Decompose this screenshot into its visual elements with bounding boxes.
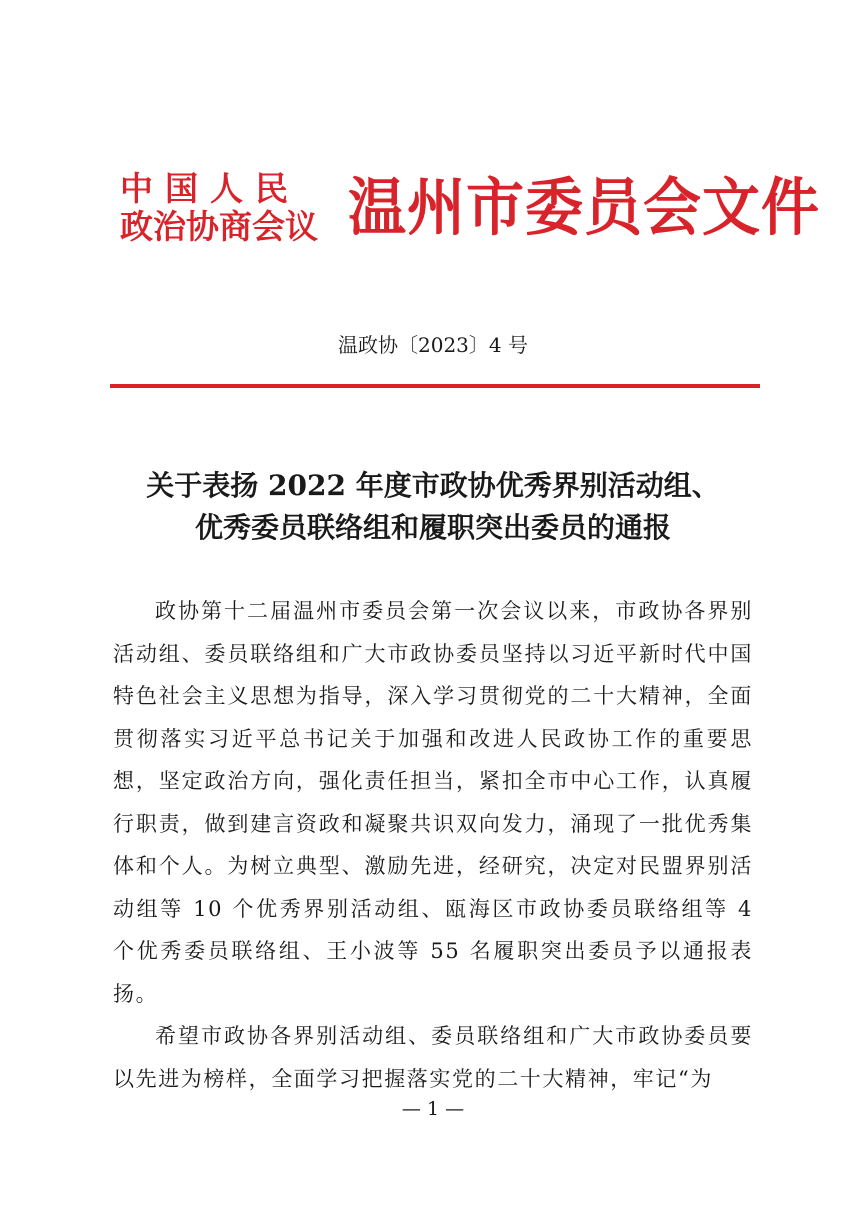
title-line-1: 关于表扬 2022 年度市政协优秀界别活动组、 [146, 469, 720, 502]
red-divider-rule [110, 384, 760, 388]
issuing-organization [120, 170, 340, 246]
notice-body [113, 590, 753, 1100]
document-number: 温政协〔2023〕4 号 [338, 333, 528, 357]
title-line-2: 优秀委员联络组和履职突出委员的通报 [194, 511, 671, 544]
notice-title [60, 465, 806, 549]
body-paragraph-2: 希望市政协各界别活动组、委员联络组和广大市政协委员要以先进为榜样，全面学习把握落实党的二十大精神，牢记“为 [113, 1024, 753, 1091]
organization-name-line-1: 中国人民 [120, 169, 300, 208]
document-masthead [120, 160, 821, 250]
body-paragraph-1: 政协第十二届温州市委员会第一次会议以来，市政协各界别活动组、委员联络组和广大市政协委员坚持以习近平新时代中国特色社会主义思想为指导，深入学习贯彻党的二十大精神，全面贯彻落实习近平总书记关于加强和改进人民政协工作的重要思想，坚定政治方向，强化责任担当，紧扣全市中心工作，认真履行职责，做到建言资政和凝聚共识双向发力，涌现了一批优秀集体和个人。为树立典型、激励先进，经研究，决定对民盟界别活动组等 10 个优秀界别活动组、瓯海区市政协委员联络组等 4 个优秀委员联络组、王小波等 55 名履职突出委员予以通报表扬。 [113, 599, 753, 1006]
page-number: — 1 — [401, 1098, 465, 1120]
organization-name-line-2: 政治协商会议 [120, 207, 318, 246]
document-type-heading: 温州市委员会文件 [348, 170, 821, 244]
